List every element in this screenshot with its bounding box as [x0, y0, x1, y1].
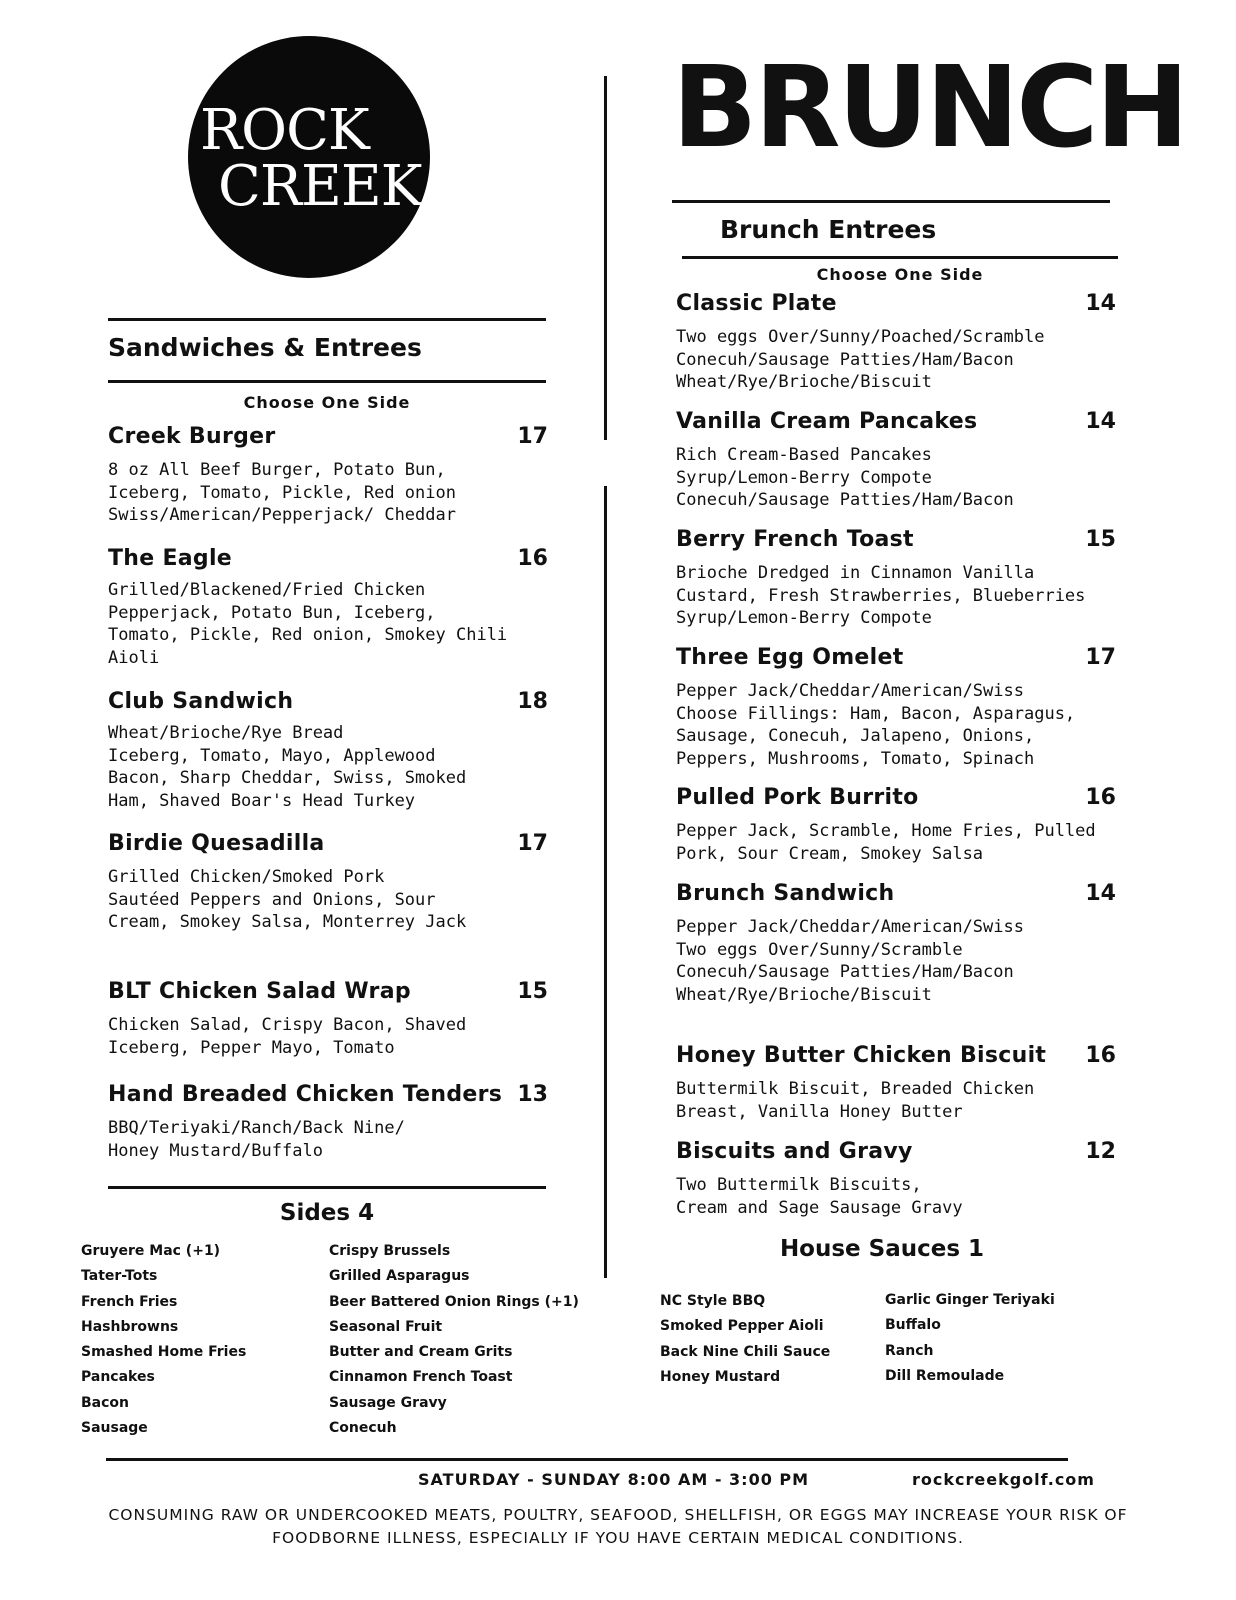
sauce-item: Garlic Ginger Teriyaki	[885, 1292, 1055, 1308]
side-item: Pancakes	[81, 1369, 155, 1386]
sauces-list-col2	[885, 1290, 1055, 1391]
item-description: Grilled Chicken/Smoked Pork Sautéed Peppers and Onions, Sour Cream, Smokey Salsa, Monterrey Jack	[108, 867, 467, 932]
sauce-item: Smoked Pepper Aioli	[660, 1318, 824, 1335]
item-name: Club Sandwich	[108, 689, 294, 714]
item-price: 16	[1085, 1043, 1116, 1068]
item-price: 15	[517, 979, 548, 1004]
item-name: Hand Breaded Chicken Tenders	[108, 1082, 503, 1107]
item-name: Honey Butter Chicken Biscuit	[676, 1043, 1047, 1068]
sides-list-col2	[329, 1241, 579, 1443]
item-price: 14	[1085, 409, 1116, 434]
rock-creek-logo	[188, 36, 430, 278]
sauces-title: House Sauces 1	[779, 1236, 985, 1262]
footer-hours: SATURDAY - SUNDAY 8:00 AM - 3:00 PM	[418, 1470, 810, 1489]
side-item: Sausage	[81, 1420, 148, 1437]
item-price: 17	[517, 831, 548, 856]
side-item: Seasonal Fruit	[329, 1318, 443, 1335]
item-description: BBQ/Teriyaki/Ranch/Back Nine/ Honey Mustard/Buffalo	[108, 1118, 405, 1161]
item-price: 14	[1085, 291, 1116, 316]
side-item: Tater-Tots	[81, 1268, 158, 1285]
item-description: Pepper Jack, Scramble, Home Fries, Pulled Pork, Sour Cream, Smokey Salsa	[676, 821, 1096, 864]
side-item: Smashed Home Fries	[81, 1344, 247, 1361]
item-description: Pepper Jack/Cheddar/American/Swiss Choose Fillings: Ham, Bacon, Asparagus, Sausage, Conecuh, Jalapeno, Onions, Peppers, Mushrooms, Tomato, Spinach	[676, 681, 1076, 769]
footer-rule	[106, 1458, 1068, 1461]
item-name: Biscuits and Gravy	[676, 1139, 913, 1164]
item-price: 13	[517, 1082, 548, 1107]
item-name: Pulled Pork Burrito	[676, 785, 919, 810]
section-heading-sandwiches: Sandwiches & Entrees	[108, 333, 422, 362]
menu-item	[108, 424, 548, 527]
item-name: The Eagle	[108, 546, 233, 571]
side-item: Gruyere Mac (+1)	[81, 1243, 221, 1259]
sauce-item: Ranch	[885, 1342, 934, 1359]
item-description: Two Buttermilk Biscuits, Cream and Sage Sausage Gravy	[676, 1175, 963, 1218]
item-description: Buttermilk Biscuit, Breaded Chicken Breast, Vanilla Honey Butter	[676, 1079, 1035, 1122]
item-description: Two eggs Over/Sunny/Poached/Scramble Conecuh/Sausage Patties/Ham/Bacon Wheat/Rye/Brioche/Biscuit	[676, 327, 1045, 392]
right-heading-rule-top	[672, 200, 1110, 203]
section-heading-brunch-entrees: Brunch Entrees	[720, 215, 937, 244]
menu-item	[676, 527, 1116, 630]
item-name: Vanilla Cream Pancakes	[676, 409, 978, 434]
item-price: 17	[1085, 645, 1116, 670]
left-items-rule-bottom	[108, 1186, 546, 1189]
item-description: Chicken Salad, Crispy Bacon, Shaved Iceberg, Pepper Mayo, Tomato	[108, 1015, 467, 1058]
item-price: 12	[1085, 1139, 1116, 1164]
item-price: 17	[517, 424, 548, 449]
sauce-item: Dill Remoulade	[885, 1367, 1005, 1384]
item-name: Creek Burger	[108, 424, 276, 449]
item-description: Grilled/Blackened/Fried Chicken Pepperjack, Potato Bun, Iceberg, Tomato, Pickle, Red onion, Smokey Chili Aioli	[108, 580, 508, 668]
side-item: Crispy Brussels	[329, 1243, 451, 1259]
sides-list-col1	[81, 1241, 246, 1443]
item-description: Brioche Dredged in Cinnamon Vanilla Custard, Fresh Strawberries, Blueberries Syrup/Lemon-Berry Compote	[676, 563, 1086, 628]
column-divider-bottom	[604, 486, 607, 1278]
item-name: Brunch Sandwich	[676, 881, 895, 906]
menu-item	[108, 979, 548, 1059]
side-item: Grilled Asparagus	[329, 1268, 470, 1285]
side-item: Conecuh	[329, 1420, 397, 1437]
left-heading-rule-bottom	[108, 380, 546, 383]
menu-item	[676, 881, 1116, 1006]
logo-line-creek: CREEK	[218, 154, 422, 219]
item-description: Pepper Jack/Cheddar/American/Swiss Two eggs Over/Sunny/Scramble Conecuh/Sausage Patties/Ham/Bacon Wheat/Rye/Brioche/Biscuit	[676, 917, 1024, 1005]
menu-item	[676, 645, 1116, 770]
side-item: Sausage Gravy	[329, 1394, 447, 1411]
item-name: Berry French Toast	[676, 527, 914, 552]
sauce-item: Buffalo	[885, 1317, 941, 1334]
menu-item	[676, 1139, 1116, 1219]
right-heading-rule-bottom	[682, 256, 1118, 259]
sauce-item: Back Nine Chili Sauce	[660, 1343, 831, 1360]
side-item: Hashbrowns	[81, 1318, 179, 1335]
item-price: 16	[1085, 785, 1116, 810]
menu-item	[108, 831, 548, 934]
menu-item	[676, 1043, 1116, 1123]
item-name: BLT Chicken Salad Wrap	[108, 979, 411, 1004]
sauce-item: Honey Mustard	[660, 1368, 781, 1385]
menu-item	[676, 291, 1116, 394]
item-price: 15	[1085, 527, 1116, 552]
item-name: Three Egg Omelet	[676, 645, 904, 670]
column-divider-top	[604, 76, 607, 440]
menu-item	[108, 1082, 548, 1162]
left-heading-rule-top	[108, 318, 546, 321]
item-price: 18	[517, 689, 548, 714]
item-description: Wheat/Brioche/Rye Bread Iceberg, Tomato, Mayo, Applewood Bacon, Sharp Cheddar, Swiss, Smoked Ham, Shaved Boar's Head Turkey	[108, 723, 467, 811]
side-item: French Fries	[81, 1293, 178, 1310]
item-description: 8 oz All Beef Burger, Potato Bun, Iceberg, Tomato, Pickle, Red onion Swiss/American/Pepperjack/ Cheddar	[108, 460, 456, 525]
item-price: 14	[1085, 881, 1116, 906]
menu-item	[108, 689, 548, 812]
item-price: 16	[517, 546, 548, 571]
item-description: Rich Cream-Based Pancakes Syrup/Lemon-Berry Compote Conecuh/Sausage Patties/Ham/Bacon	[676, 445, 1014, 510]
left-choose-side: Choose One Side	[243, 393, 411, 412]
logo-line-rock: ROCK	[200, 98, 369, 163]
menu-item	[108, 546, 548, 669]
menu-item	[676, 785, 1116, 865]
footer-website: rockcreekgolf.com	[912, 1470, 1095, 1489]
page-title: BRUNCH	[672, 43, 1187, 173]
sides-title: Sides 4	[279, 1200, 375, 1226]
side-item: Bacon	[81, 1394, 130, 1411]
side-item: Cinnamon French Toast	[329, 1369, 513, 1386]
right-choose-side: Choose One Side	[816, 265, 984, 284]
side-item: Butter and Cream Grits	[329, 1344, 513, 1361]
sauces-list-col1	[660, 1291, 830, 1392]
menu-item	[676, 409, 1116, 512]
item-name: Birdie Quesadilla	[108, 831, 325, 856]
item-name: Classic Plate	[676, 291, 837, 316]
side-item: Beer Battered Onion Rings (+1)	[329, 1293, 579, 1310]
sauce-item: NC Style BBQ	[660, 1293, 766, 1309]
footer-food-warning: CONSUMING RAW OR UNDERCOOKED MEATS, POULTRY, SEAFOOD, SHELLFISH, OR EGGS MAY INCREASE YOUR RISK OF FOODBORNE ILLNESS, ESPECIALLY IF YOU HAVE CERTAIN MEDICAL CONDITIONS.	[108, 1506, 1128, 1547]
